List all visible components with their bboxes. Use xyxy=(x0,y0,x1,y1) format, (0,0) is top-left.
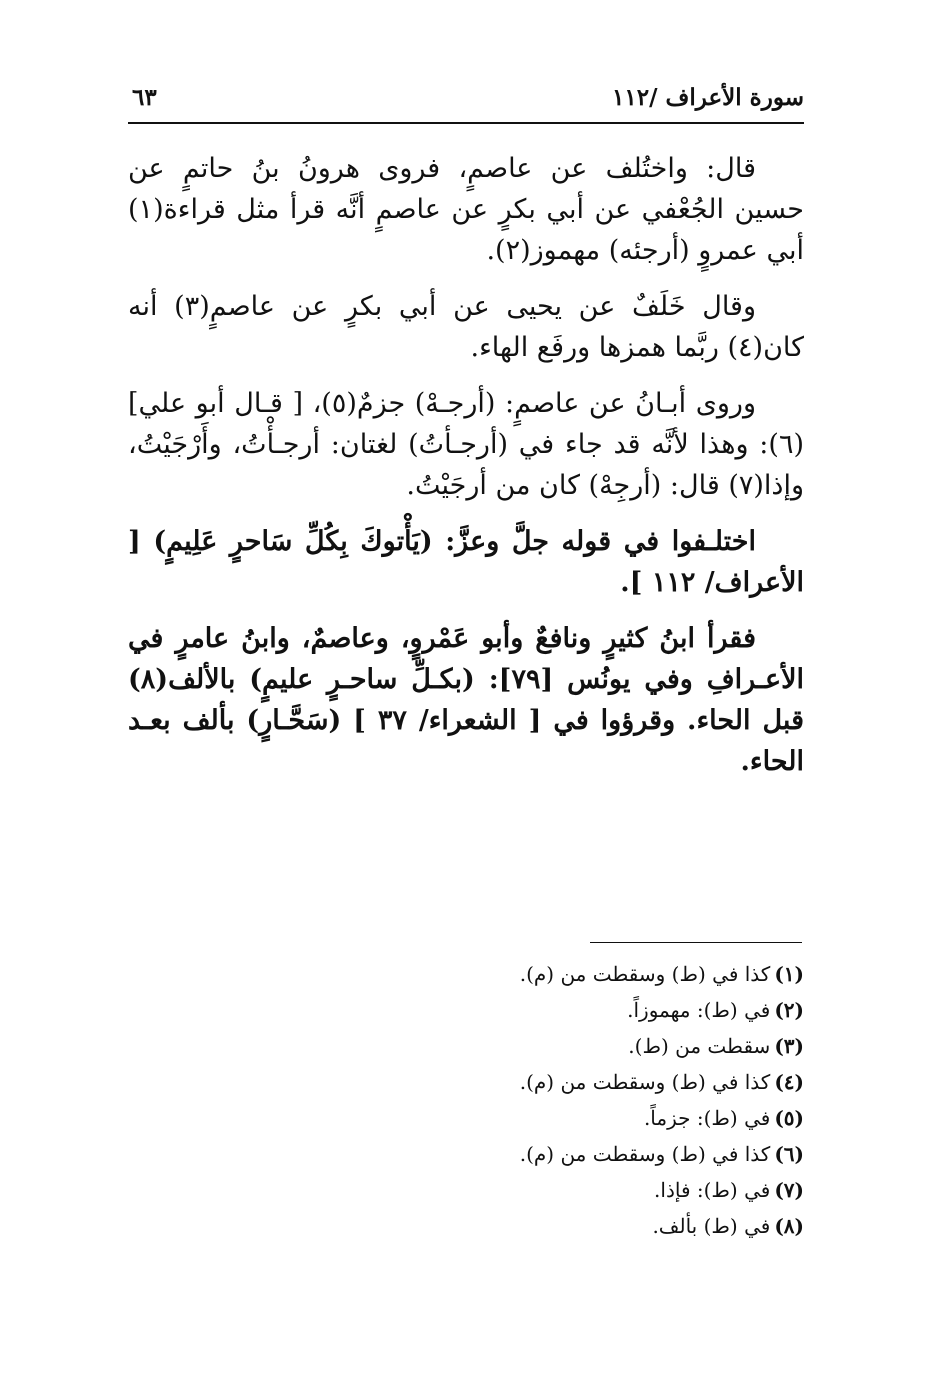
footnote-item xyxy=(300,1136,804,1172)
paragraph: فقرأ ابنُ كثيرٍ ونافعٌ وأبو عَمْروٍ، وعاصمٌ، وابنُ عامرٍ في الأعـرافِ وفي يونُس [٧٩]: (بكـلِّ ساحـرٍ عليمٍ) بالألف(٨) قبل الحاء. وقرؤوا في [ الشعراء/ ٣٧ ] (سَحَّـارٍ) بألف بعـد الحاء. xyxy=(128,623,805,777)
footnote-number: (٧) xyxy=(774,1178,804,1202)
footnote-text: كذا في (ط) وسقطت من (م). xyxy=(519,1142,771,1166)
main-text xyxy=(128,148,804,797)
page-number: ٦٣ xyxy=(132,84,157,111)
page-header xyxy=(128,78,804,118)
footnotes-list xyxy=(300,956,804,1244)
running-title: سورة الأعراف /١١٢ xyxy=(612,84,804,111)
footnote-number: (٢) xyxy=(774,998,804,1022)
footnote-text: في (ط) بألف. xyxy=(652,1214,771,1238)
footnote-item xyxy=(300,1028,804,1064)
paragraph: وقال خَلَفٌ عن يحيى عن أبي بكرٍ عن عاصمٍ(٣) أنه كان(٤) ربَّما همزها ورفَع الهاء. xyxy=(128,291,804,363)
paragraph: قال: واختُلف عن عاصمٍ، فروى هرونُ بنُ حاتمٍ عن حسين الجُعْفي عن أبي بكرٍ عن عاصمٍ أنَّه قرأ مثل قراءة(١) أبي عمروٍ (أرجئه) مهموز(٢). xyxy=(128,153,804,266)
footnote-number: (٥) xyxy=(774,1106,804,1130)
footnote-number: (٨) xyxy=(774,1214,804,1238)
footnote-text: سقطت من (ط). xyxy=(628,1034,771,1058)
footnote-text: كذا في (ط) وسقطت من (م). xyxy=(519,1070,771,1094)
paragraph-heading: اختلـفوا في قوله جلَّ وعزَّ: (يَأْتوكَ بِكُلِّ سَاحرٍ عَلِيمٍ) [ الأعراف/ ١١٢ ]. xyxy=(128,526,804,598)
header-rule xyxy=(128,122,804,124)
footnote-rule xyxy=(590,942,802,943)
footnote-text: في (ط): فإذا. xyxy=(654,1178,771,1202)
footnote-text: في (ط): مهموزاً. xyxy=(627,998,771,1022)
paragraph: وروى أبـانُ عن عاصمٍ: (أرجـهْ) جزمٌ(٥)، [ قـال أبو علي](٦): وهذا لأنَّه قد جاء في (أرجـأتُ) لغتان: أرجـأْتُ، وأَرْجَيْتُ، وإذا(٧) قال: (أرجِهْ) كان من أرجَيْتُ. xyxy=(128,388,804,501)
footnote-item xyxy=(300,1100,804,1136)
footnote-item xyxy=(300,1172,804,1208)
footnote-number: (٤) xyxy=(774,1070,804,1094)
footnote-item xyxy=(300,1208,804,1244)
footnote-text: في (ط): جزماً. xyxy=(643,1106,771,1130)
footnote-number: (١) xyxy=(774,962,804,986)
footnote-number: (٦) xyxy=(774,1142,804,1166)
footnote-item xyxy=(300,1064,804,1100)
footnote-item xyxy=(300,992,804,1028)
footnote-text: كذا في (ط) وسقطت من (م). xyxy=(519,962,771,986)
footnote-item xyxy=(300,956,804,992)
footnote-number: (٣) xyxy=(774,1034,804,1058)
